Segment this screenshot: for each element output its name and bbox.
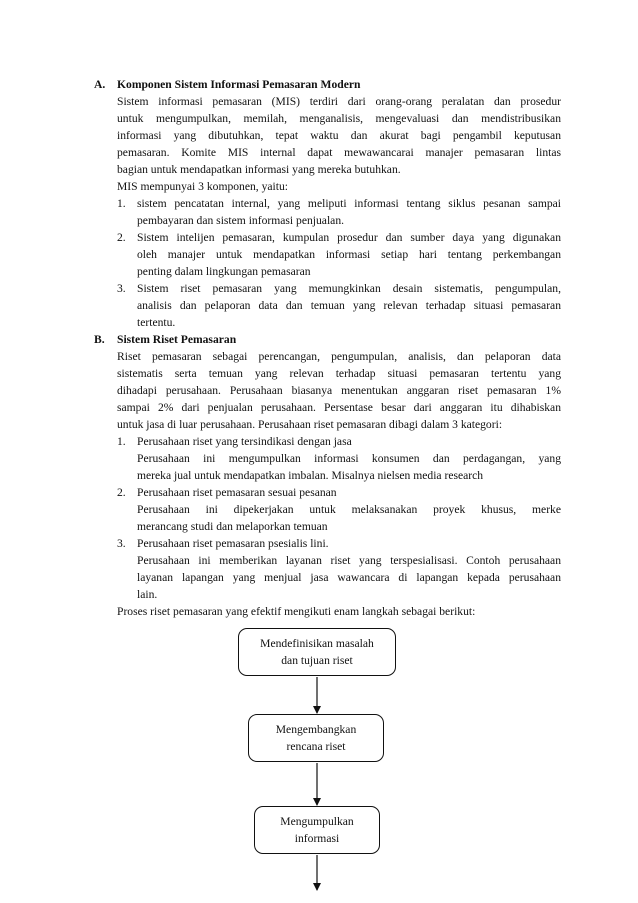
flowchart-step-text: Mengumpulkan [280,815,354,828]
flowchart-step-develop-plan [248,714,384,762]
section-a-item-line: Sistem intelijen pemasaran, kumpulan prosedur dan sumber daya yang digunakan [137,231,561,244]
section-b-item-number: 2. [117,486,126,499]
section-a-para-line: Sistem informasi pemasaran (MIS) terdiri dari orang-orang peralatan dan prosedur [117,95,561,108]
flowchart-step-collect-info [254,806,380,854]
section-a-item-line: oleh manajer untuk mendapatkan informasi setiap hari tentang perkembangan [137,248,561,261]
section-a-item-line: analisis dan pelaporan data dan temuan yang relevan terhadap situasi pemasaran [137,299,561,312]
section-b-item-line: Perusahaan ini dipekerjakan untuk melaksanakan proyek khusus, merke [137,503,561,516]
section-a-para-line: bagian untuk mendapatkan informasi yang mereka butuhkan. [117,163,401,176]
arrow-down-icon [313,706,321,714]
section-b-item-heading: Perusahaan riset pemasaran psesialis lini. [137,537,329,550]
section-a-item-number: 2. [117,231,126,244]
section-b-item-line: lain. [137,588,158,601]
section-b-label: B. [94,333,105,346]
flowchart-step-define-problem [238,628,396,676]
section-a-para-line: pemasaran. Komite MIS internal dapat mewawancarai manajer pemasaran lintas [117,146,561,159]
section-a-item-line: pembayaran dan sistem informasi penjualan. [137,214,345,227]
section-a-intro: MIS mempunyai 3 komponen, yaitu: [117,180,288,193]
section-b-closing: Proses riset pemasaran yang efektif mengikuti enam langkah sebagai berikut: [117,605,476,618]
section-b-item-number: 3. [117,537,126,550]
section-b-para-line: sistematis serta temuan yang relevan terhadap situasi pemasaran tertentu yang [117,367,561,380]
section-a-item-number: 3. [117,282,126,295]
section-b-item-line: layanan lapangan yang menjual jasa wawancara di lapangan kepada perusahaan [137,571,561,584]
arrow-down-icon [313,883,321,891]
section-a-label: A. [94,78,106,91]
section-b-item-line: mereka jual untuk mendapatkan imbalan. Misalnya nielsen media research [137,469,484,482]
section-a-item-line: sistem pencatatan internal, yang meliputi informasi tentang siklus pesanan sampai [137,197,561,210]
flowchart-step-text: informasi [294,832,340,845]
section-b-para-line: untuk jasa di luar perusahaan. Perusahaan riset pemasaran dibagi dalam 3 kategori: [117,418,503,431]
flowchart-step-text: dan tujuan riset [281,654,353,667]
section-a-para-line: informasi yang dibutuhkan, tepat waktu dan akurat bagi pengambil keputusan [117,129,561,142]
section-b-item-line: Perusahaan ini mengumpulkan informasi konsumen dan perdagangan, yang [137,452,561,465]
section-a-item-number: 1. [117,197,126,210]
arrow-down-icon [313,798,321,806]
section-a-item-line: tertentu. [137,316,176,329]
section-a-item-line: Sistem riset pemasaran yang memungkinkan desain sistematis, pengumpulan, [137,282,561,295]
section-a-title: Komponen Sistem Informasi Pemasaran Modern [117,78,361,91]
flowchart-step-text: Mendefinisikan masalah [260,637,374,650]
section-b-item-line: merancang studi dan melaporkan temuan [137,520,328,533]
section-b-para-line: sampai 2% dari penjualan perusahaan. Persentase besar dari anggaran itu dihabiskan [117,401,561,414]
section-b-title: Sistem Riset Pemasaran [117,333,237,346]
section-b-item-heading: Perusahaan riset pemasaran sesuai pesanan [137,486,337,499]
section-b-para-line: Riset pemasaran sebagai perencangan, pengumpulan, analisis, dan pelaporan data [117,350,561,363]
section-b-item-heading: Perusahaan riset yang tersindikasi dengan jasa [137,435,352,448]
section-a-item-line: penting dalam lingkungan pemasaran [137,265,311,278]
flowchart-step-text: rencana riset [286,740,346,753]
flowchart-step-text: Mengembangkan [275,723,357,736]
section-b-item-number: 1. [117,435,126,448]
section-a-para-line: untuk mengumpulkan, memilah, menganalisis, mengevaluasi dan mendistribusikan [117,112,561,125]
section-b-para-line: dihadapi perusahaan. Perusahaan biasanya menentukan anggaran riset pemasaran 1% [117,384,561,397]
section-b-item-line: Perusahaan ini memberikan layanan riset yang terspesialisasi. Contoh perusahaan [137,554,561,567]
